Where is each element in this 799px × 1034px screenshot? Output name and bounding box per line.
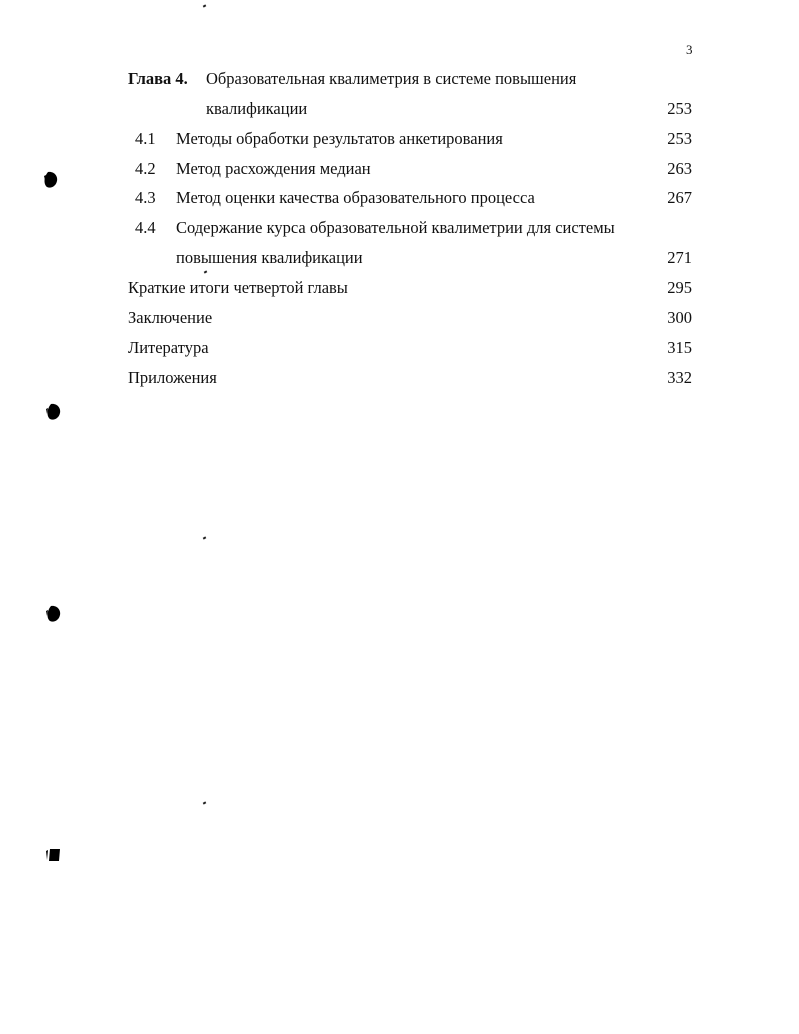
punch-hole-mark: [42, 170, 60, 190]
entry-title: Литература: [128, 338, 209, 357]
entry-page: 295: [667, 278, 692, 297]
entry-title: Заключение: [128, 308, 213, 327]
section-page: 271: [667, 248, 692, 267]
section-page: 263: [667, 159, 692, 178]
entry-page: 315: [667, 338, 692, 357]
section-title-line2: повышения квалификации: [176, 248, 363, 267]
chapter-title-line1: Образовательная квалиметрия в системе повышения: [206, 69, 577, 88]
chapter-title-line2: квалификации: [206, 99, 308, 118]
punch-hole-mark: [44, 604, 62, 624]
entry-title: Приложения: [128, 368, 217, 387]
section-page: 267: [667, 188, 692, 207]
section-number: 4.1: [135, 129, 156, 148]
scan-speck: [204, 270, 208, 273]
section-title-line1: Содержание курса образовательной квалиметрии для системы: [176, 218, 615, 237]
page-number: 3: [686, 42, 693, 57]
chapter-label: Глава 4.: [128, 69, 188, 88]
punch-hole-mark: [44, 846, 62, 864]
scan-speck: [203, 801, 207, 804]
section-title: Метод оценки качества образовательного процесса: [176, 188, 535, 207]
section-number: 4.3: [135, 188, 156, 207]
chapter-page: 253: [667, 99, 692, 118]
section-number: 4.2: [135, 159, 156, 178]
scan-speck: [203, 536, 207, 539]
section-title: Методы обработки результатов анкетирования: [176, 129, 503, 148]
entry-title: Краткие итоги четвертой главы: [128, 278, 348, 297]
section-page: 253: [667, 129, 692, 148]
entry-page: 332: [667, 368, 692, 387]
section-title: Метод расхождения медиан: [176, 159, 371, 178]
punch-hole-mark: [44, 402, 62, 422]
section-number: 4.4: [135, 218, 156, 237]
entry-page: 300: [667, 308, 692, 327]
scan-speck: [203, 4, 207, 7]
